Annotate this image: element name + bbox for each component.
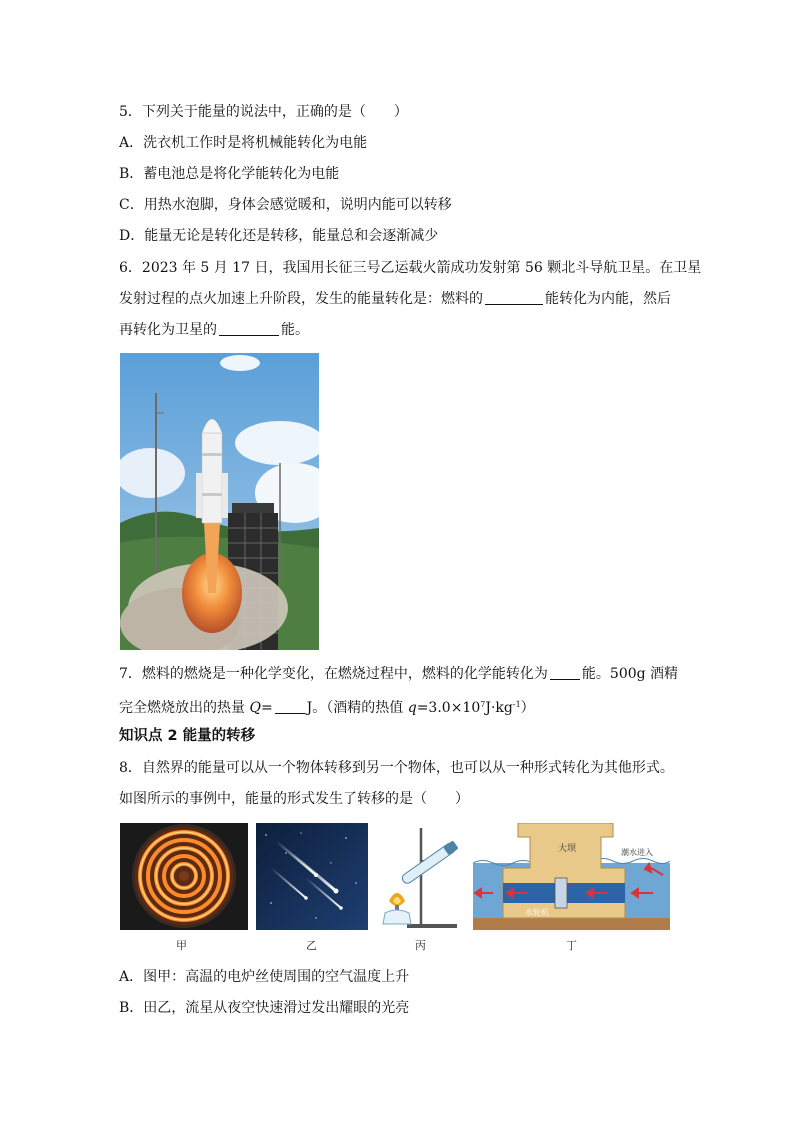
q6-line-3 [119, 320, 309, 340]
tide-label: 潮水进入 [621, 848, 653, 857]
answer-blank [275, 699, 305, 714]
q7-text: 完全燃烧放出的热量 [119, 700, 250, 716]
tidal-dam-figure [473, 823, 670, 930]
q8-option-a: A．图甲：高温的电炉丝使周围的空气温度上升 [119, 969, 410, 985]
figure-caption: 乙 [306, 939, 317, 952]
q7-exponent: -1 [512, 700, 521, 709]
section-heading: 知识点 2 能量的转移 [119, 728, 256, 744]
q6-line-1: 6．2023 年 5 月 17 日，我国用长征三号乙运载火箭成功发射第 56 颗北斗导航卫星。在卫星 [119, 260, 702, 276]
figure-caption: 丙 [415, 939, 426, 952]
q8-line-2: 如图所示的事例中，能量的形式发生了转移的是（ ） [119, 791, 469, 807]
answer-blank [219, 321, 279, 336]
meteor-shower-figure [256, 823, 368, 930]
turbine-label: 水轮机 [525, 908, 549, 917]
figure-caption: 丁 [566, 939, 577, 952]
q6-text: 再转化为卫星的 [119, 322, 217, 338]
q8-line-1: 8．自然界的能量可以从一个物体转移到另一个物体，也可以从一种形式转化为其他形式。 [119, 760, 674, 776]
q7-text: J·kg [485, 700, 513, 716]
electric-stove-coil-figure [120, 823, 248, 930]
q5-option-a: A．洗衣机工作时是将机械能转化为电能 [119, 135, 368, 151]
answer-blank [550, 665, 580, 680]
q7-text: 7．燃料的燃烧是一种化学变化，在燃烧过程中，燃料的化学能转化为 [119, 666, 548, 682]
q7-line-2 [119, 695, 535, 718]
q7-symbol-q-value: q [407, 700, 417, 716]
q7-text: J。（酒精的热值 [306, 700, 408, 716]
q5-option-d: D．能量无论是转化还是转移，能量总和会逐渐减少 [119, 228, 439, 244]
q5-option-b: B．蓄电池总是将化学能转化为电能 [119, 166, 340, 182]
q7-text: 能。500g 酒精 [581, 666, 679, 682]
q5-stem: 5．下列关于能量的说法中，正确的是（ ） [119, 104, 408, 120]
rocket-launch-photo [120, 353, 319, 650]
q7-text: ） [520, 700, 535, 716]
q6-text: 能转化为内能，然后 [545, 291, 671, 307]
test-tube-heating-figure [377, 823, 463, 930]
q7-symbol-q: Q [249, 700, 261, 716]
figure-caption: 甲 [176, 939, 187, 952]
q5-option-c: C．用热水泡脚，身体会感觉暖和，说明内能可以转移 [119, 197, 452, 213]
q7-line-1 [119, 664, 678, 684]
q7-text: =3.0×10 [416, 700, 481, 716]
q7-text: = [260, 700, 273, 716]
answer-blank [485, 290, 543, 305]
q7-exponent: 7 [480, 700, 486, 709]
q6-line-2 [119, 289, 671, 309]
q6-text: 能。 [281, 322, 309, 338]
dam-label: 大坝 [558, 844, 577, 854]
q8-option-b: B．田乙，流星从夜空快速滑过发出耀眼的光亮 [119, 1000, 410, 1016]
q6-text: 发射过程的点火加速上升阶段，发生的能量转化是：燃料的 [119, 291, 483, 307]
